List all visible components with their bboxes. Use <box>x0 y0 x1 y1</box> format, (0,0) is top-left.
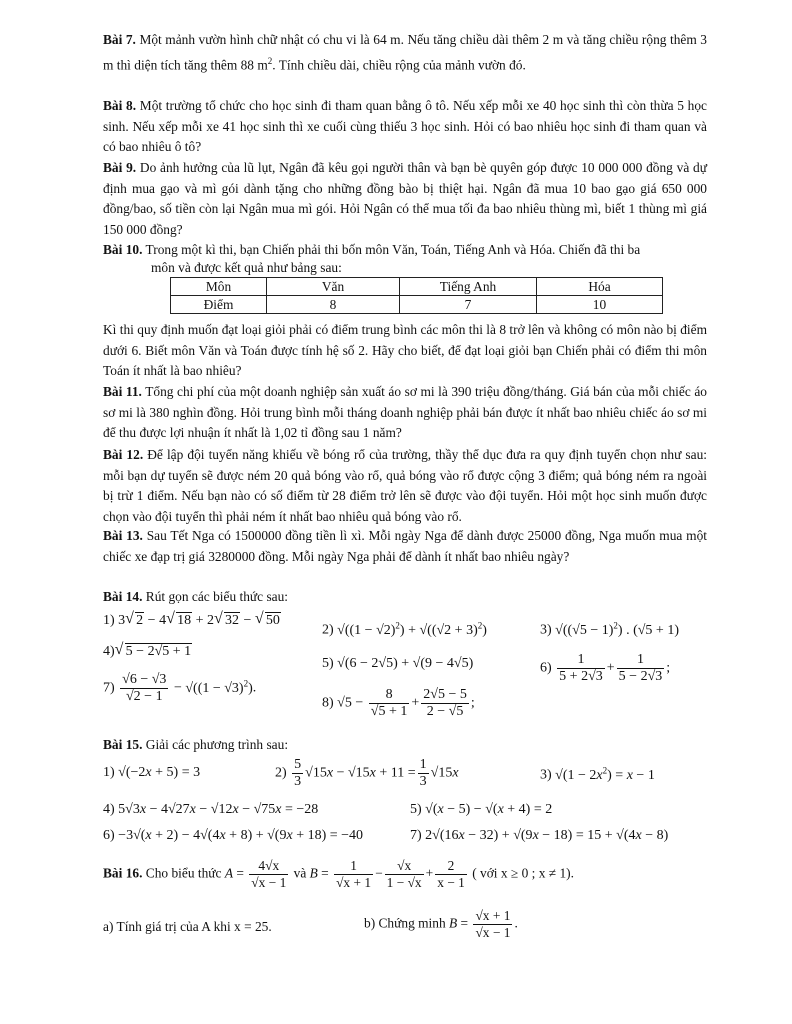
fraction: $\frac{1}{5 + 2√3}$ <box>559 652 603 684</box>
expr-number: 6) <box>103 828 115 843</box>
eq-15-7: 7) 2√(16x − 32) + √(9x − 18) = 15 + √(4x − 8) <box>410 828 669 843</box>
math-term: 3 <box>118 613 126 628</box>
fraction <box>249 858 288 891</box>
table-cell: Hóa <box>537 278 663 296</box>
math-term: ; <box>470 695 475 711</box>
problem-7-text-1: Một mảnh vườn hình chữ nhật có chu vi là 64 m. Nếu tăng chiều dài thêm 2 m và tăng chiều rộng thêm 3 m thì diện tích tăng thêm 88 m <box>103 32 707 73</box>
math-term: 1 <box>577 652 585 667</box>
math-term: 1 − √x <box>386 875 422 890</box>
expr-14-4 <box>103 643 192 660</box>
problem-9 <box>103 158 707 240</box>
problem-10-text-3: Kì thi quy định muốn đạt loại giỏi phải có điểm trung bình các môn thi là 8 trở lên và không có môn nào bị điểm dưới 6. Biết môn Văn và Toán được tính hệ số 2. Hãy cho biết, để đạt loại giỏi bạn Chiến phải có điểm thi môn Toán ít nhất là bao nhiêu? <box>103 322 707 379</box>
problem-14 <box>103 587 707 608</box>
math-term: − <box>239 613 255 628</box>
eq-15-6: 6) −3√(x + 2) − 4√(4x + 8) + √(9x + 18) = −40 <box>103 828 364 843</box>
math-term: 2 <box>447 858 455 873</box>
problem-10-label: Bài 10. <box>103 242 143 257</box>
table-cell: Điểm <box>171 296 267 314</box>
expr-number: 8) <box>322 695 334 711</box>
condition: ( với x ≥ 0 ; x ≠ 1). <box>472 865 574 881</box>
problem-8 <box>103 96 707 158</box>
math-term: 5 − 2√5 + 1 <box>125 644 192 659</box>
eq-15-5: 5) √(x − 5) − √(x + 4) = 2 <box>410 802 553 817</box>
problem-15-text: Giải các phương trình sau: <box>142 737 289 752</box>
expr-number: 2) <box>275 765 287 781</box>
eq-15-1: 1) √(−2x + 5) = 3 <box>103 765 201 780</box>
expr-14-1 <box>103 612 281 629</box>
math-term: 32 <box>224 613 239 628</box>
problem-9-label: Bài 9. <box>103 160 137 175</box>
expr-14-7: 7) $\frac{√6 - √3}{√2 - 1}$ − $√((1 - √3)^2)$. <box>103 672 257 704</box>
expr-number: 5) <box>410 802 422 817</box>
expr-number: 3) <box>540 622 552 638</box>
eq-15-4: 4) 5√3x − 4√27x − √12x − √75x = −28 <box>103 802 319 817</box>
table-cell: Môn <box>171 278 267 296</box>
problem-14-text: Rút gọn các biểu thức sau: <box>142 589 289 604</box>
math-term: √x − 1 <box>251 875 287 890</box>
expr-number: 1) <box>103 613 115 628</box>
expr-14-5: 5) √(6 − 2√5) + √(9 − 4√5) <box>322 656 474 671</box>
math-term: x − 1 <box>437 875 465 890</box>
problem-8-text: Một trường tổ chức cho học sinh đi tham quan bằng ô tô. Nếu xếp mỗi xe 40 học sinh thì còn thừa 5 học sinh. Nếu xếp mỗi xe 41 học sinh thì xe cuối cùng thiếu 3 học sinh. Hỏi có bao nhiêu học sinh đi tham quan và có bao nhiêu ô tô? <box>103 98 707 155</box>
problem-16-a: a) Tính giá trị của A khi x = 25. <box>103 919 272 934</box>
math-term: . <box>514 915 518 931</box>
problem-12 <box>103 445 707 527</box>
fraction <box>473 908 512 941</box>
fraction <box>334 858 373 891</box>
table-row <box>171 296 663 314</box>
expr-14-8: 8) √5 − $\frac{8}{√5 + 1}$ + $\frac{2√5 - 5}{2 - √5}$ ; <box>322 687 475 719</box>
table-cell: 7 <box>400 296 537 314</box>
problem-11-text: Tổng chi phí của một doanh nghiệp sản xuất áo sơ mi là 390 triệu đồng/tháng. Giá bán của mỗi chiếc áo sơ mi là 380 nghìn đồng. Hỏi trung bình mỗi tháng doanh nghiệp phải bán được ít nhất bao nhiêu chiếc áo sơ mi để thu được lợi nhuận ít nhất là 1,02 tỉ đồng sau 1 năm? <box>103 384 707 441</box>
expr-number: 7) <box>410 828 422 843</box>
expr-number: 5) <box>322 656 334 671</box>
table-cell: Văn <box>267 278 400 296</box>
fraction: $\frac{√6 - √3}{√2 - 1}$ <box>122 672 167 704</box>
fraction: $\frac{1}{3}$ <box>419 757 427 789</box>
sqrt-symbol <box>215 612 240 629</box>
math-term: √x <box>397 858 412 873</box>
problem-12-label: Bài 12. <box>103 447 144 462</box>
sqrt-symbol <box>126 612 144 629</box>
math-term: 18 <box>177 613 192 628</box>
problem-7-label: Bài 7. <box>103 32 136 47</box>
math-term: − 4 <box>144 613 167 628</box>
fraction: $\frac{1}{5 - 2√3}$ <box>618 652 663 684</box>
problem-10-text-2: môn và được kết quả như bảng sau: <box>151 260 342 275</box>
problem-7 <box>103 30 707 76</box>
math-term: 4√x <box>258 858 280 873</box>
math-term: ; <box>666 660 671 676</box>
eq-15-2: 2) $\frac{5}{3}$ √15x − √15x + 11 = $\frac{1}{3}$ √15x <box>275 757 459 789</box>
problem-8-label: Bài 8. <box>103 98 137 113</box>
problem-11 <box>103 382 707 444</box>
table-cell: 10 <box>537 296 663 314</box>
problem-12-text: Để lập đội tuyển năng khiếu về bóng rổ của trường, thầy thể dục đưa ra quy định tuyển chọn như sau: mỗi bạn dự tuyển sẽ được ném 20 quả bóng vào rổ, quả bóng vào rổ được cộng 3 điểm; quả bóng ném ra ngoài bị trừ 1 điểm. Nếu bạn nào có số điểm từ 28 điểm trở lên sẽ được vào đội tuyển. Hỏi một học sinh muốn được chọn vào đội tuyển thì phải ném ít nhất bao nhiêu quả bóng vào rổ. <box>103 447 707 524</box>
problem-11-label: Bài 11. <box>103 384 142 399</box>
fraction: $\frac{5}{3}$ <box>294 757 302 789</box>
table-row <box>171 278 663 296</box>
problem-16-b-text: b) Chứng minh <box>364 915 446 931</box>
problem-14-label: Bài 14. <box>103 589 143 604</box>
problem-13-label: Bài 13. <box>103 528 143 543</box>
expr-14-3: 3) $√((√5 - 1)^2)$ . (√5 + 1) <box>540 620 679 638</box>
table-cell: Tiếng Anh <box>400 278 537 296</box>
problem-13-text: Sau Tết Nga có 1500000 đồng tiền lì xì. Mỗi ngày Nga để dành được 25000 đồng, Nga muốn mua một chiếc xe đạp trị giá 3280000 đồng. Mỗi ngày Nga phải để dành ít nhất bao nhiêu ngày? <box>103 528 708 564</box>
problem-13 <box>103 526 707 567</box>
sqrt-symbol <box>256 612 281 629</box>
fraction: $\frac{8}{√5 + 1}$ <box>370 687 408 719</box>
problem-7-sup: 2 <box>267 55 273 66</box>
expr-number: 2) <box>322 622 334 638</box>
expr-number: 3) <box>540 767 552 783</box>
eq-15-3: 3) $√(1 - 2x^2) = x - 1$ <box>540 765 655 783</box>
problem-16: Bài 16. Cho biểu thức A = $\frac{4√x}{√x - 1}$ và B = $\frac{1}{√x + 1}$ − $\frac{√x}{1 - √x}$ + $\frac{2}{x - 1}$ ( với x ≥ 0 ; x ≠ 1). <box>103 858 574 890</box>
problem-15 <box>103 735 707 756</box>
fraction <box>385 858 424 891</box>
expr-14-2: 2) $√((1 - √2)^2) + √((√2 + 3)^2)$ <box>322 620 487 638</box>
math-term: + 2 <box>192 613 214 628</box>
problem-10-text-1: Trong một kì thi, bạn Chiến phải thi bốn môn Văn, Toán, Tiếng Anh và Hóa. Chiến đã thi ba <box>142 242 641 257</box>
expr-number: 1) <box>103 765 115 780</box>
problem-10-line-3 <box>103 320 707 382</box>
expr-14-6: 6) $\frac{1}{5 + 2√3}$ + $\frac{1}{5 - 2√3}$ ; <box>540 652 671 684</box>
expr-number: 6) <box>540 660 552 676</box>
expr-number: 4) <box>103 644 115 659</box>
expr-number: 7) <box>103 680 115 696</box>
fraction <box>435 858 467 891</box>
problem-15-label: Bài 15. <box>103 737 143 752</box>
table-cell: 8 <box>267 296 400 314</box>
math-term: . <box>252 680 257 696</box>
math-term: 50 <box>265 613 280 628</box>
math-term: √x + 1 <box>336 875 372 890</box>
problem-7-text-2: . Tính chiều dài, chiều rộng của mảnh vườn đó. <box>272 57 526 73</box>
problem-16-label: Bài 16. <box>103 865 143 881</box>
math-term: 1 <box>636 652 644 667</box>
math-term: √x + 1 <box>475 908 511 923</box>
math-term: 1 <box>350 858 357 873</box>
sqrt-symbol <box>116 643 192 660</box>
math-term: √x − 1 <box>475 925 511 940</box>
problem-16-text: Cho biểu thức <box>142 865 222 881</box>
math-term: 2 <box>136 613 144 628</box>
sqrt-symbol <box>167 612 192 629</box>
expr-number: 4) <box>103 802 115 817</box>
and-word: và <box>293 865 307 881</box>
problem-9-text: Do ảnh hưởng của lũ lụt, Ngân đã kêu gọi người thân và bạn bè quyên góp được 10 000 000 đồng và dự định mua gạo và mì gói dành tặng cho những đồng bào bị thiệt hại. Ngân đã mua 10 bao gạo giá 650 000 đồng/bao, số tiền còn lại Ngân mua mì gói. Hỏi Ngân có thể mua tối đa bao nhiêu thùng mì, biết 1 thùng mì giá 150 000 đồng? <box>103 160 707 237</box>
fraction: $\frac{2√5 - 5}{2 - √5}$ <box>423 687 467 719</box>
problem-16-b: b) Chứng minh B = $\frac{√x + 1}{√x - 1}$ . <box>364 908 518 940</box>
score-table <box>170 277 663 314</box>
